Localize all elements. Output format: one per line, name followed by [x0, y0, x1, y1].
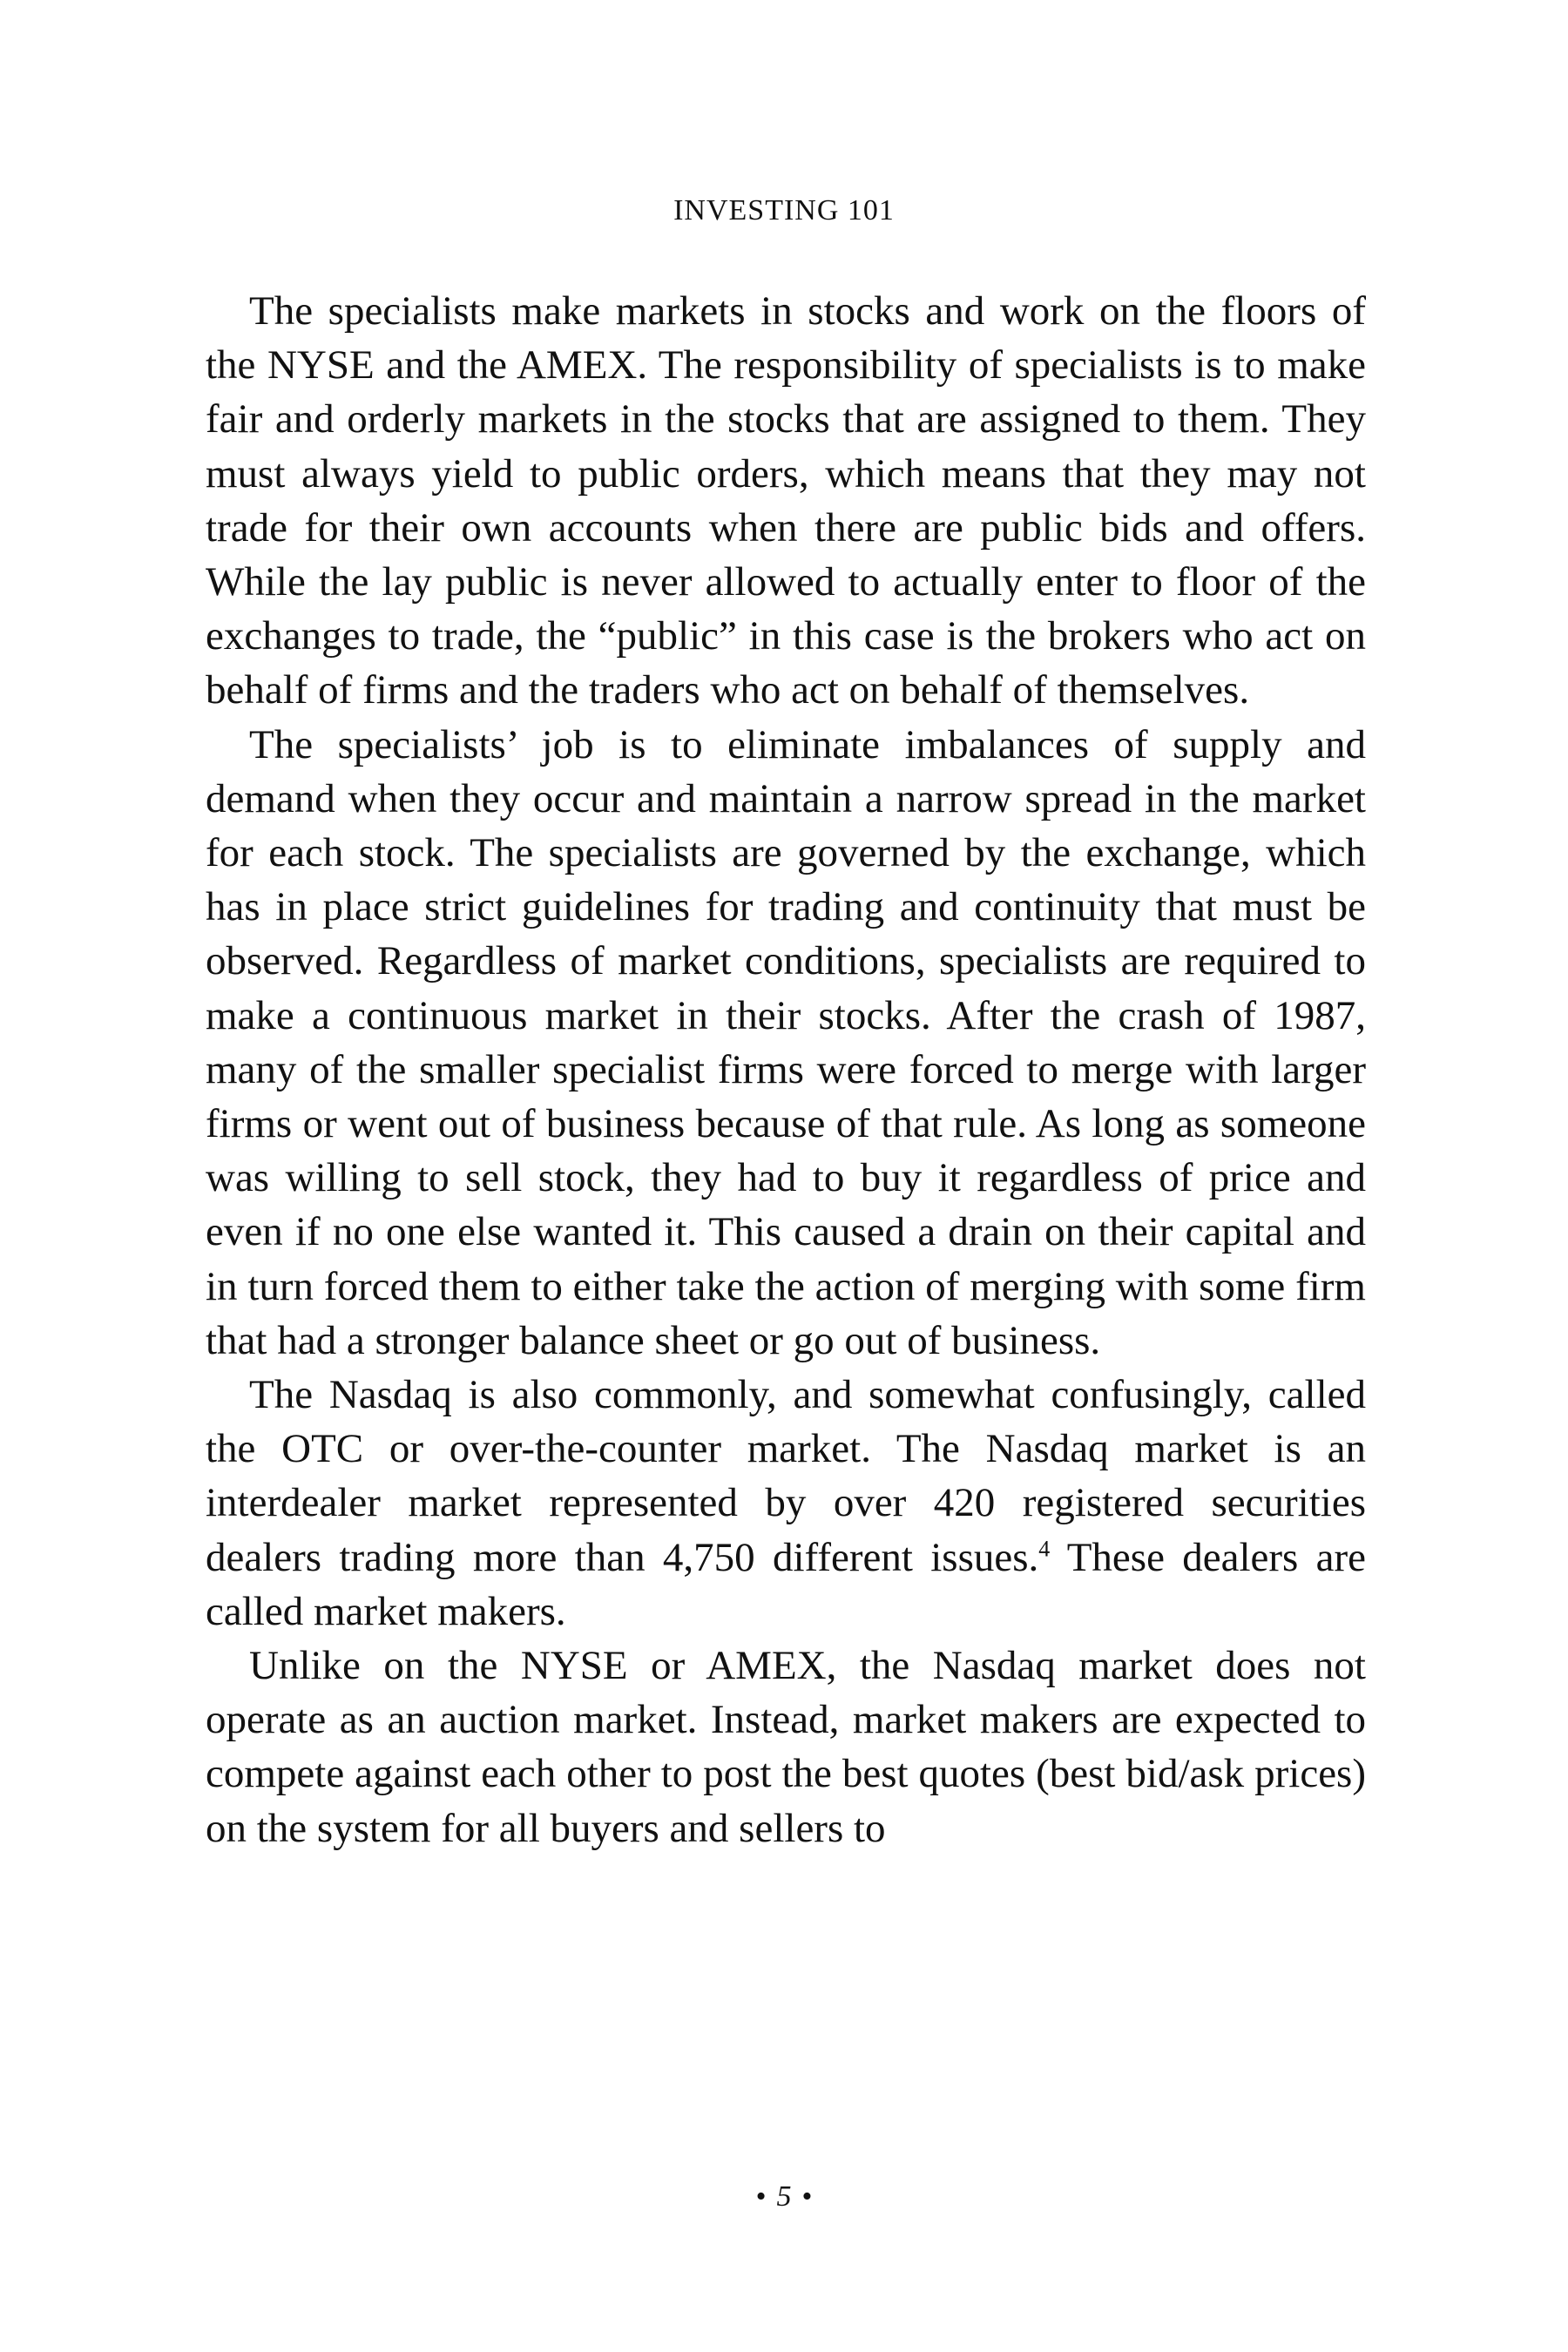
paragraph-text: Unlike on the NYSE or AMEX, the Nasdaq market does not operate as an auction market. Instead, market makers are expected to compete against each other to post the best quotes (best bid/ask prices) on the system for all buyers and sellers to: [206, 1643, 1366, 1851]
folio-bullet-right: •: [801, 2180, 813, 2213]
paragraph-text: The Nasdaq is also commonly, and somewhat confusingly, called the OTC or over-the-counter market. The Nasdaq market is an interdealer market represented by over 420 registered securities dealers trading more than 4,750 different issues.: [206, 1372, 1366, 1580]
running-head: INVESTING 101: [673, 194, 895, 226]
paragraph-text: The specialists make markets in stocks and work on the floors of the NYSE and the AMEX. The responsibility of specialists is to make fair and orderly markets in the stocks that are assigned to them. They must always yield to public orders, which means that they may not trade for their own accounts when there are public bids and offers. While the lay public is never allowed to actually enter to floor of the exchanges to trade, the “public” in this case is the brokers who act on behalf of firms and the traders who act on behalf of themselves.: [206, 288, 1366, 713]
footnote-reference: 4: [1038, 1536, 1051, 1562]
paragraph-text: The specialists’ job is to eliminate imbalances of supply and demand when they occur and maintain a narrow spread in the market for each stock. The specialists are governed by the exchange, which has in place strict guidelines for trading and continuity that must be observed. Regardless of market conditions, specialists are required to make a continuous market in their stocks. After the crash of 1987, many of the smaller specialist firms were forced to merge with larger firms or went out of business because of that rule. As long as someone was willing to sell stock, they had to buy it regardless of price and even if no one else wanted it. This caused a drain on their capital and in turn forced them to either take the action of merging with some firm that had a stronger balance sheet or go out of business.: [206, 721, 1366, 1363]
paragraph-nasdaq-market-makers: [206, 1639, 1366, 1855]
page-number: 5: [776, 2180, 792, 2213]
paragraph-text-continued: These dealers are called market makers.: [206, 1534, 1367, 1634]
paragraph-specialists-role: [206, 284, 1366, 718]
paragraph-specialists-job: [206, 718, 1366, 1368]
page-folio: [0, 2180, 1568, 2214]
body-text: [206, 284, 1366, 1855]
paragraph-nasdaq-otc: [206, 1368, 1366, 1639]
folio-bullet-left: •: [755, 2180, 767, 2213]
